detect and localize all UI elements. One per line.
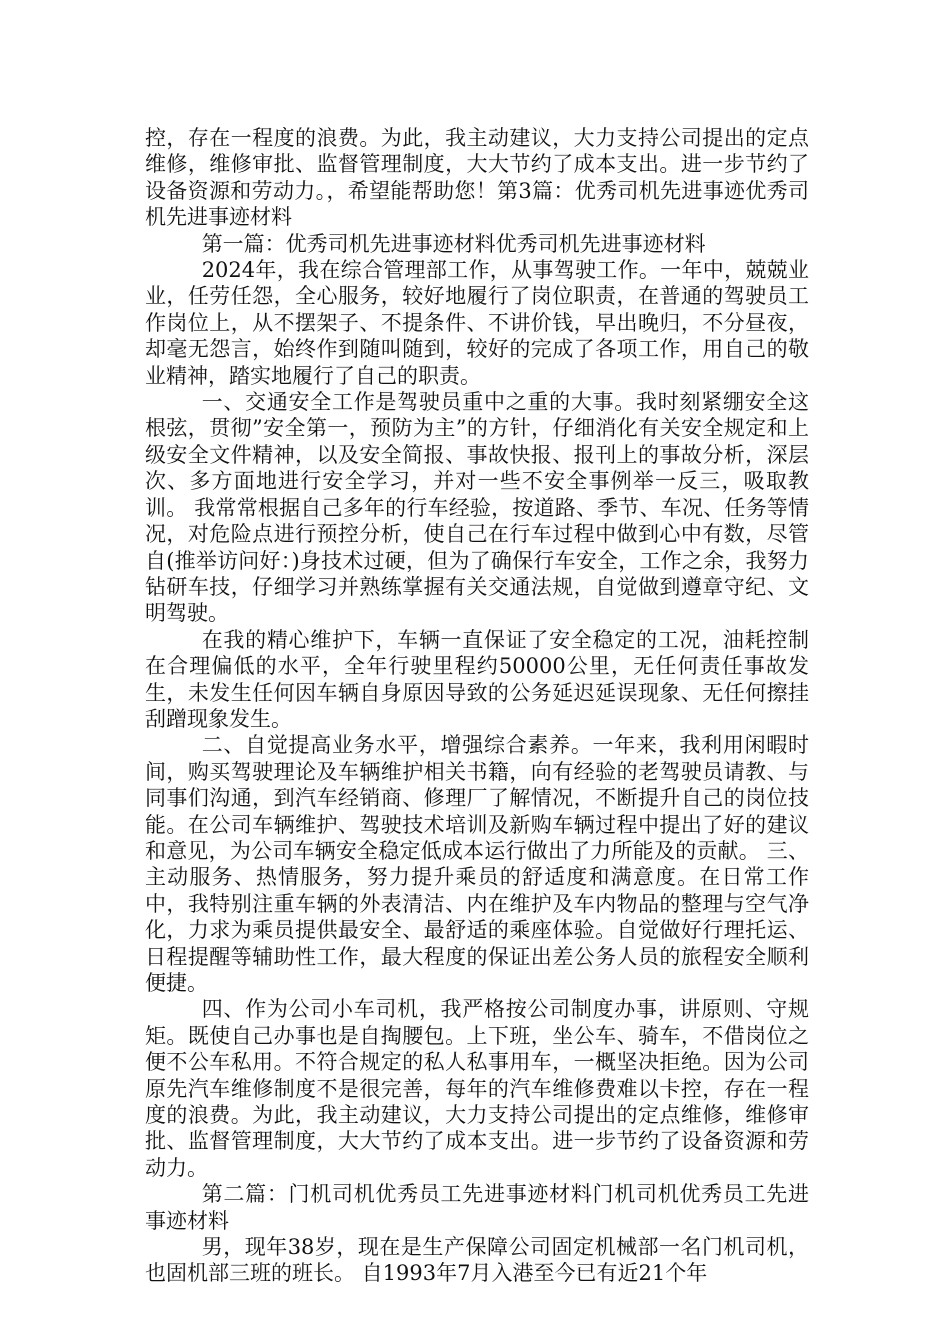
paragraph-continuation: 控，存在一程度的浪费。为此，我主动建议，大力支持公司提出的定点维修，维修审批、监督管理制度，大大节约了成本支出。进一步节约了设备资源和劳动力。，希望能帮助您！第3篇：优秀司机先进事迹优秀司机先进事迹材料 <box>145 126 809 230</box>
paragraph-intro: 2024年，我在综合管理部工作，从事驾驶工作。一年中，兢兢业业，任劳任怨，全心服务，较好地履行了岗位职责，在普通的驾驶员工作岗位上，从不摆架子、不提条件、不讲价钱，早出晚归，不分昼夜，却毫无怨言，始终作到随叫随到，较好的完成了各项工作，用自己的敬业精神，踏实地履行了自己的职责。 <box>145 258 809 388</box>
section-heading-second: 第二篇：门机司机优秀员工先进事迹材料门机司机优秀员工先进事迹材料 <box>145 1182 809 1233</box>
paragraph-traffic-safety: 一、交通安全工作是驾驶员重中之重的大事。我时刻紧绷安全这根弦，贯彻”安全第一，预防为主”的方针，仔细消化有关安全规定和上级安全文件精神，以及安全简报、事故快报、报刊上的事故分析，深层次、多方面地进行安全学习，并对一些不安全事例举一反三，吸取教训。 我常常根据自己多年的行车经验，按道路、季节、车况、任务等情况，对危险点进行预控分析，使自己在行车过程中做到心中有数，尽管自(推举访问好：)身技术过硬，但为了确保行车安全，工作之余，我努力钻研车技，仔细学习并熟练掌握有关交通法规，自觉做到遵章守纪、文明驾驶。 <box>145 390 809 626</box>
paragraph-crane-driver: 男，现年38岁，现在是生产保障公司固定机械部一名门机司机，也固机部三班的班长。 自1993年7月入港至今已有近21个年 <box>145 1235 809 1286</box>
document-page <box>145 125 809 1287</box>
paragraph-maintenance: 在我的精心维护下，车辆一直保证了安全稳定的工况，油耗控制在合理偏低的水平，全年行驶里程约50000公里，无任何责任事故发生，未发生任何因车辆自身原因导致的公务延迟延误现象、无任何擦挂刮蹭现象发生。 <box>145 627 809 731</box>
section-heading-first: 第一篇：优秀司机先进事迹材料优秀司机先进事迹材料 <box>201 231 706 256</box>
paragraph-rules: 四、作为公司小车司机，我严格按公司制度办事，讲原则、守规矩。既使自己办事也是自掏腰包。上下班，坐公车、骑车，不借岗位之便不公车私用。不符合规定的私人私事用车，一概坚决拒绝。因为公司原先汽车维修制度不是很完善，每年的汽车维修费难以卡控，存在一程度的浪费。为此，我主动建议，大力支持公司提出的定点维修，维修审批、监督管理制度，大大节约了成本支出。进一步节约了设备资源和劳动力。 <box>145 997 809 1180</box>
paragraph-professional-level: 二、自觉提高业务水平，增强综合素养。一年来，我利用闲暇时间，购买驾驶理论及车辆维护相关书籍，向有经验的老驾驶员请教、与同事们沟通，到汽车经销商、修理厂了解情况，不断提升自己的岗位技能。在公司车辆维护、驾驶技术培训及新购车辆过程中提出了好的建议和意见，为公司车辆安全稳定低成本运行做出了力所能及的贡献。 三、主动服务、热情服务，努力提升乘员的舒适度和满意度。在日常工作中，我特别注重车辆的外表清洁、内在维护及车内物品的整理与空气净化，力求为乘员提供最安全、最舒适的乘座体验。自觉做好行理托运、日程提醒等辅助性工作，最大程度的保证出差公务人员的旅程安全顺利便捷。 <box>145 733 809 995</box>
